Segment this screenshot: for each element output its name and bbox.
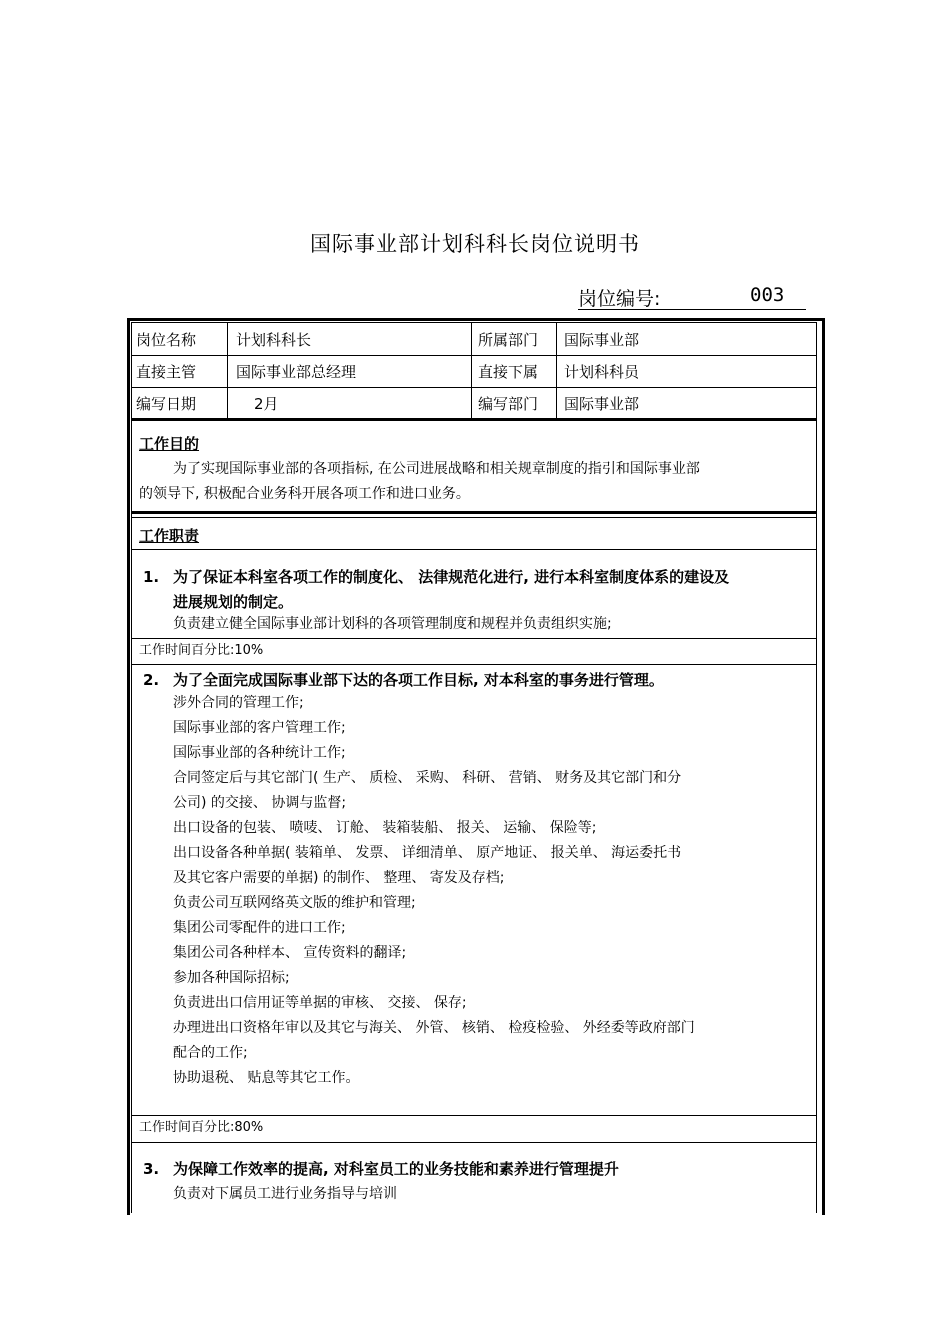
divider (131, 638, 817, 639)
divider (131, 418, 817, 421)
post-number-label: 岗位编号: (578, 288, 661, 310)
duty-3-heading (143, 1157, 815, 1182)
divider (471, 322, 472, 419)
divider (227, 322, 228, 419)
duty-2-time-percent: 工作时间百分比:80% (139, 1120, 264, 1135)
post-number (578, 283, 806, 310)
section-title-purpose: 工作目的 (139, 435, 200, 453)
divider (131, 511, 817, 514)
value-writing-dept: 国际事业部 (564, 395, 640, 413)
label-department: 所属部门 (478, 331, 539, 349)
value-date: 2月 (254, 395, 279, 413)
duty-2-line-1: 为了全面完成国际事业部下达的各项工作目标, 对本科室的事务进行管理。 (173, 671, 664, 689)
value-supervisor: 国际事业部总经理 (236, 363, 357, 381)
purpose-line-1: 为了实现国际事业部的各项指标, 在公司进展战略和相关规章制度的指引和国际事业部 (173, 461, 700, 477)
duty-2-number: 2. (143, 671, 160, 689)
divider (131, 1142, 817, 1143)
divider (131, 517, 817, 518)
divider (131, 664, 817, 665)
duty-1-line-2: 进展规划的制定。 (173, 593, 294, 611)
label-supervisor: 直接主管 (136, 363, 197, 381)
label-post-name: 岗位名称 (136, 331, 197, 349)
document-title: 国际事业部计划科科长岗位说明书 (310, 232, 640, 256)
label-date: 编写日期 (136, 395, 197, 413)
label-subordinate: 直接下属 (478, 363, 539, 381)
duty-1-line-1: 为了保证本科室各项工作的制度化、 法律规范化进行, 进行本科室制度体系的建设及 (173, 568, 730, 586)
divider (131, 355, 817, 356)
duty-3-number: 3. (143, 1160, 160, 1178)
duty-1-heading (143, 565, 815, 615)
divider (131, 549, 817, 550)
section-title-duties: 工作职责 (139, 527, 200, 545)
duty-1-time-percent: 工作时间百分比:10% (139, 643, 264, 658)
divider (131, 387, 817, 388)
divider (131, 1115, 817, 1116)
value-post-name: 计划科科长 (236, 331, 312, 349)
purpose-text (139, 457, 813, 507)
duty-1-number: 1. (143, 568, 160, 586)
purpose-line-2: 的领导下, 积极配合业务科开展各项工作和进口业务。 (139, 486, 470, 502)
post-number-value: 003 (750, 284, 785, 306)
duty-3-line-1: 为保障工作效率的提高, 对科室员工的业务技能和素养进行管理提升 (173, 1160, 619, 1178)
value-subordinate: 计划科科员 (564, 363, 640, 381)
value-department: 国际事业部 (564, 331, 640, 349)
divider (556, 322, 557, 419)
label-writing-dept: 编写部门 (478, 395, 539, 413)
duty-2-heading (143, 668, 815, 693)
